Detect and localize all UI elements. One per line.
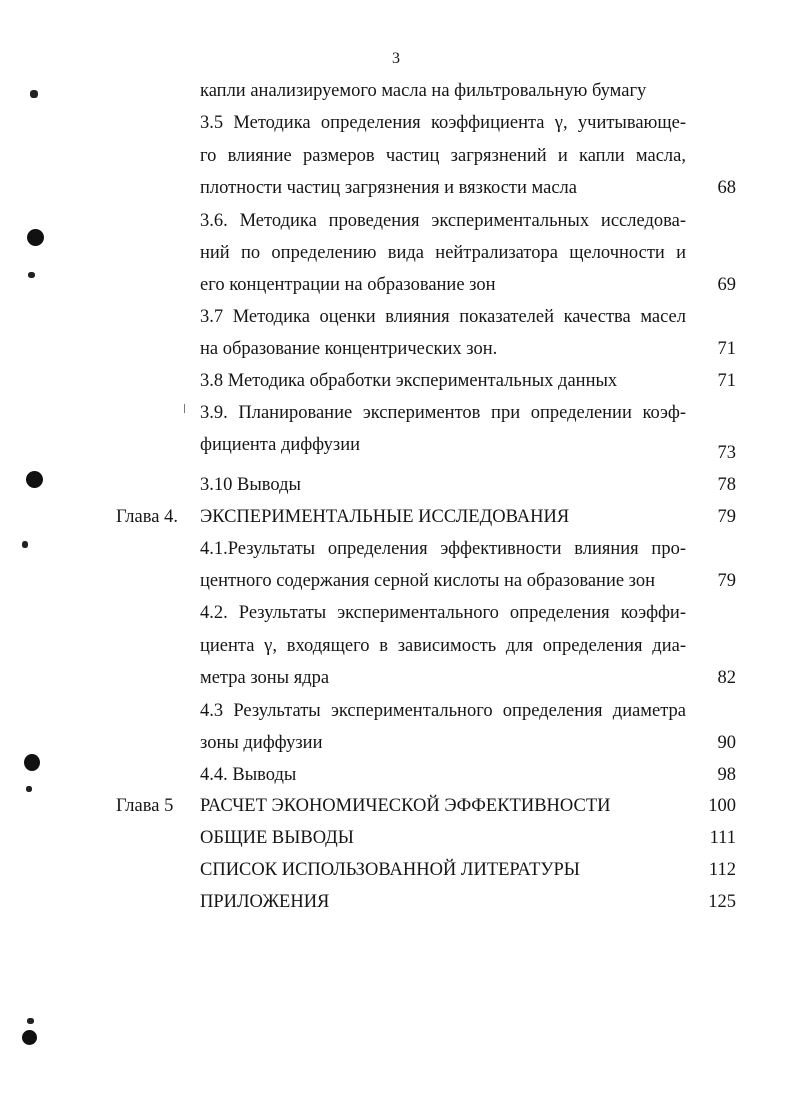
toc-line: 4.1.Результаты определения эффективности влияния про- (200, 539, 686, 559)
toc-line: циента γ, входящего в зависимость для определения диа- (200, 636, 686, 656)
scan-speck (30, 90, 38, 98)
toc-page-number: 100 (708, 796, 736, 816)
toc-line: 3.5 Методика определения коэффициента γ, учитывающе- (200, 113, 686, 133)
section-title: СПИСОК ИСПОЛЬЗОВАННОЙ ЛИТЕРАТУРЫ (200, 860, 580, 880)
toc-page-number: 68 (717, 178, 736, 198)
scan-speck (28, 272, 35, 278)
scan-speck (27, 1018, 34, 1024)
scan-speck (26, 786, 32, 792)
toc-line: 3.9. Планирование экспериментов при определении коэф- (200, 403, 686, 423)
toc-page-number: 82 (717, 668, 736, 688)
toc-page-number: 98 (717, 765, 736, 785)
toc-page-number: 111 (709, 828, 736, 848)
chapter-title: ЭКСПЕРИМЕНТАЛЬНЫЕ ИССЛЕДОВАНИЯ (200, 507, 570, 527)
toc-line: 3.6. Методика проведения экспериментальных исследова- (200, 211, 686, 231)
toc-line: зоны диффузии (200, 733, 323, 753)
toc-line: ний по определению вида нейтрализатора щелочности и (200, 243, 686, 263)
section-title: ОБЩИЕ ВЫВОДЫ (200, 828, 354, 848)
toc-page-number: 90 (717, 733, 736, 753)
toc-line: на образование концентрических зон. (200, 339, 498, 359)
toc-page-number: 73 (717, 443, 736, 463)
toc-line: 4.4. Выводы (200, 765, 297, 785)
toc-line: его концентрации на образование зон (200, 275, 496, 295)
scan-speck (22, 541, 28, 548)
toc-page-number: 78 (717, 475, 736, 495)
toc-line: го влияние размеров частиц загрязнений и капли масла, (200, 146, 686, 166)
toc-line: 4.2. Результаты экспериментального определения коэффи- (200, 603, 686, 623)
binding-hole (26, 471, 43, 488)
chapter-label: Глава 5 (116, 796, 174, 816)
binding-hole (22, 1030, 37, 1045)
toc-line: 3.10 Выводы (200, 475, 301, 495)
section-title: ПРИЛОЖЕНИЯ (200, 892, 330, 912)
toc-line: 4.3 Результаты экспериментального определения диаметра (200, 701, 686, 721)
toc-page-number: 112 (708, 860, 736, 880)
toc-line: фициента диффузии (200, 435, 361, 455)
toc-page-number: 125 (708, 892, 736, 912)
chapter-title: РАСЧЕТ ЭКОНОМИЧЕСКОЙ ЭФФЕКТИВНОСТИ (200, 796, 611, 816)
toc-page-number: 69 (717, 275, 736, 295)
toc-line: центного содержания серной кислоты на образование зон (200, 571, 656, 591)
page-number: 3 (392, 50, 400, 67)
toc-page-number: 71 (717, 371, 736, 391)
toc-page-number: 79 (717, 507, 736, 527)
binding-hole (24, 754, 40, 771)
toc-page-number: 79 (717, 571, 736, 591)
toc-line: капли анализируемого масла на фильтровальную бумагу (200, 81, 647, 101)
toc-line: метра зоны ядра (200, 668, 330, 688)
chapter-label: Глава 4. (116, 507, 178, 527)
binding-hole (27, 229, 44, 246)
toc-line: 3.8 Методика обработки экспериментальных данных (200, 371, 618, 391)
toc-line: плотности частиц загрязнения и вязкости масла (200, 178, 577, 198)
toc-line: 3.7 Методика оценки влияния показателей качества масел (200, 307, 686, 327)
toc-page-number: 71 (717, 339, 736, 359)
scan-speck (184, 404, 185, 413)
